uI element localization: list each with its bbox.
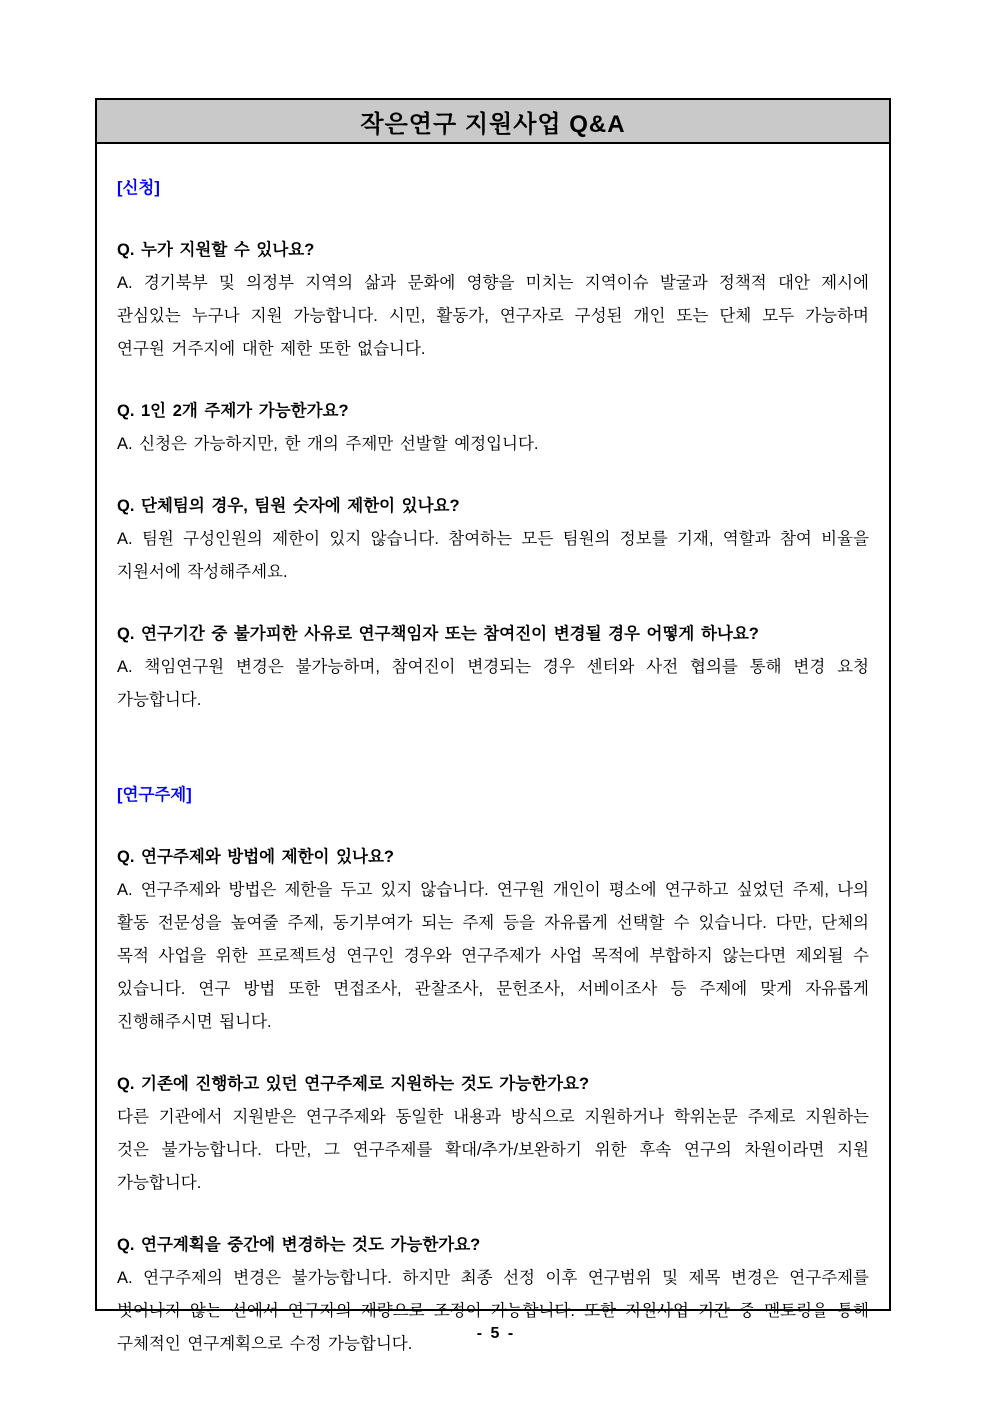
answer-text: A. 연구주제의 변경은 불가능합니다. 하지만 최종 선정 이후 연구범위 및 제목 변경은 연구주제를 벗어나지 않는 선에서 연구자의 재량으로 조정이 가능합니다. 또한 지원사업 기간 중 멘토링을 통해 구체적인 연구계획으로 수정 가능합니다. [117,1269,869,1353]
qa-item [117,490,869,589]
section-qa-list [117,234,869,717]
qa-item [117,234,869,366]
qa-item [117,841,869,1039]
question-text: Q. 연구주제와 방법에 제한이 있나요? [117,848,394,866]
document-header [97,100,889,144]
question-text: Q. 누가 지원할 수 있나요? [117,241,315,259]
section-label: [신청] [117,179,160,197]
sections [117,172,869,1361]
question-text: Q. 연구기간 중 불가피한 사유로 연구책임자 또는 참여진이 변경될 경우 어떻게 하나요? [117,625,759,643]
qa-item [117,1068,869,1200]
answer-text: A. 신청은 가능하지만, 한 개의 주제만 선발할 예정입니다. [117,435,539,453]
qa-section [117,172,869,717]
question-text: Q. 기존에 진행하고 있던 연구주제로 지원하는 것도 가능한가요? [117,1075,590,1093]
question-text: Q. 연구계획을 중간에 변경하는 것도 가능한가요? [117,1236,481,1254]
document-content [97,144,889,1361]
question-text: Q. 단체팀의 경우, 팀원 숫자에 제한이 있나요? [117,497,460,515]
answer-text: A. 팀원 구성인원의 제한이 있지 않습니다. 참여하는 모든 팀원의 정보를 기재, 역할과 참여 비율을 지원서에 작성해주세요. [117,530,869,581]
answer-text: A. 경기북부 및 의정부 지역의 삶과 문화에 영향을 미치는 지역이슈 발굴과 정책적 대안 제시에 관심있는 누구나 지원 가능합니다. 시민, 활동가, 연구자로 구성된 개인 또는 단체 모두 가능하며 연구원 거주지에 대한 제한 또한 없습니다. [117,274,869,358]
qa-item [117,618,869,717]
section-qa-list [117,841,869,1361]
answer-text: A. 연구주제와 방법은 제한을 두고 있지 않습니다. 연구원 개인이 평소에 연구하고 싶었던 주제, 나의 활동 전문성을 높여줄 주제, 동기부여가 되는 주제 등을 자유롭게 선택할 수 있습니다. 다만, 단체의 목적 사업을 위한 프로젝트성 연구인 경우와 연구주제가 사업 목적에 부합하지 않는다면 제외될 수 있습니다. 연구 방법 또한 면접조사, 관찰조사, 문헌조사, 서베이조사 등 주제에 맞게 자유롭게 진행해주시면 됩니다. [117,881,869,1031]
section-label: [연구주제] [117,786,192,804]
page-title: 작은연구 지원사업 Q&A [360,110,626,138]
question-text: Q. 1인 2개 주제가 가능한가요? [117,402,349,420]
page-border-box [95,98,891,1353]
answer-text: A. 책임연구원 변경은 불가능하며, 참여진이 변경되는 경우 센터와 사전 협의를 통해 변경 요청 가능합니다. [117,658,869,709]
qa-section [117,779,869,1361]
answer-text: 다른 기관에서 지원받은 연구주제와 동일한 내용과 방식으로 지원하거나 학위논문 주제로 지원하는 것은 불가능합니다. 다만, 그 연구주제를 확대/추가/보완하기 위한 후속 연구의 차원이라면 지원 가능합니다. [117,1108,869,1192]
qa-item [117,395,869,461]
page-number: - 5 - [476,1325,516,1342]
